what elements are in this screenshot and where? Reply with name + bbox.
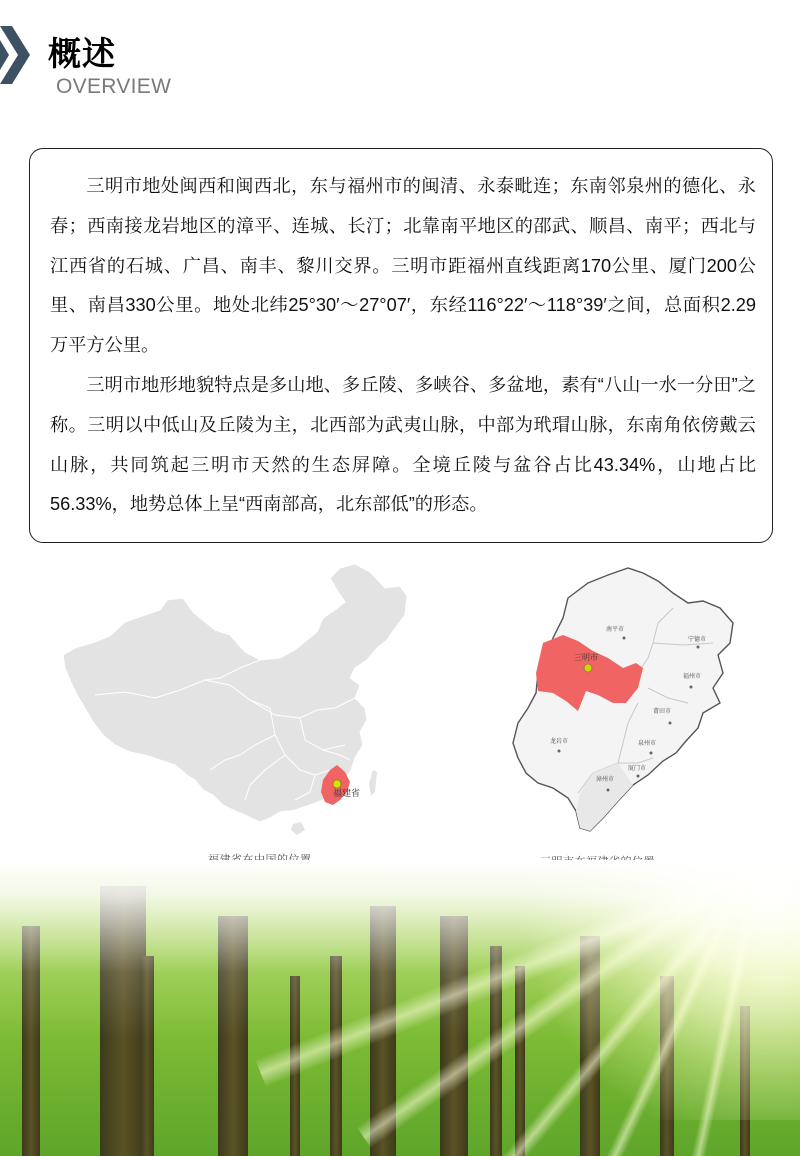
city-label-nanping: 南平市 [606,626,625,633]
page-header [0,0,800,110]
city-label-quanzhou: 泉州市 [638,740,657,747]
city-label-zhangzhou: 漳州市 [596,776,615,783]
city-label-ningde: 宁德市 [688,636,707,643]
city-label-longyan: 龙岩市 [550,738,569,745]
china-map [55,560,415,845]
location-maps [0,555,800,865]
fujian-label: 福建省 [333,789,361,799]
fujian-map [508,563,748,838]
double-chevron-right-icon [0,26,30,84]
forest-sunlight-photo [0,860,800,1156]
city-label-xiamen: 厦门市 [628,765,647,772]
page-subtitle: OVERVIEW [56,75,172,98]
overview-text-box [29,148,773,543]
overview-paragraph-location: 三明市地处闽西和闽西北，东与福州市的闽清、永泰毗连；东南邻泉州的德化、永春；西南接龙岩地区的漳平、连城、长汀；北靠南平地区的邵武、顺昌、南平；西北与江西省的石城、广昌、南丰、黎川交界。三明市距福州直线距离170公里、厦门200公里、南昌330公里。地处北纬25°30′～27°07′，东经116°22′～118°39′之间，总面积2.29万平方公里。 [50,176,756,356]
city-label-putian: 莆田市 [653,708,672,715]
page-title: 概述 [48,34,116,73]
overview-paragraph-terrain: 三明市地形地貌特点是多山地、多丘陵、多峡谷、多盆地，素有“八山一水一分田”之称。三明以中低山及丘陵为主，北西部为武夷山脉，中部为玳瑁山脉，东南角依傍戴云山脉，共同筑起三明市天然的生态屏障。全境丘陵与盆谷占比43.34%，山地占比56.33%，地势总体上呈“西南部高，北东部低”的形态。 [50,374,756,515]
city-label-fuzhou: 福州市 [683,673,702,680]
sanming-label: 三明市 [574,653,598,662]
